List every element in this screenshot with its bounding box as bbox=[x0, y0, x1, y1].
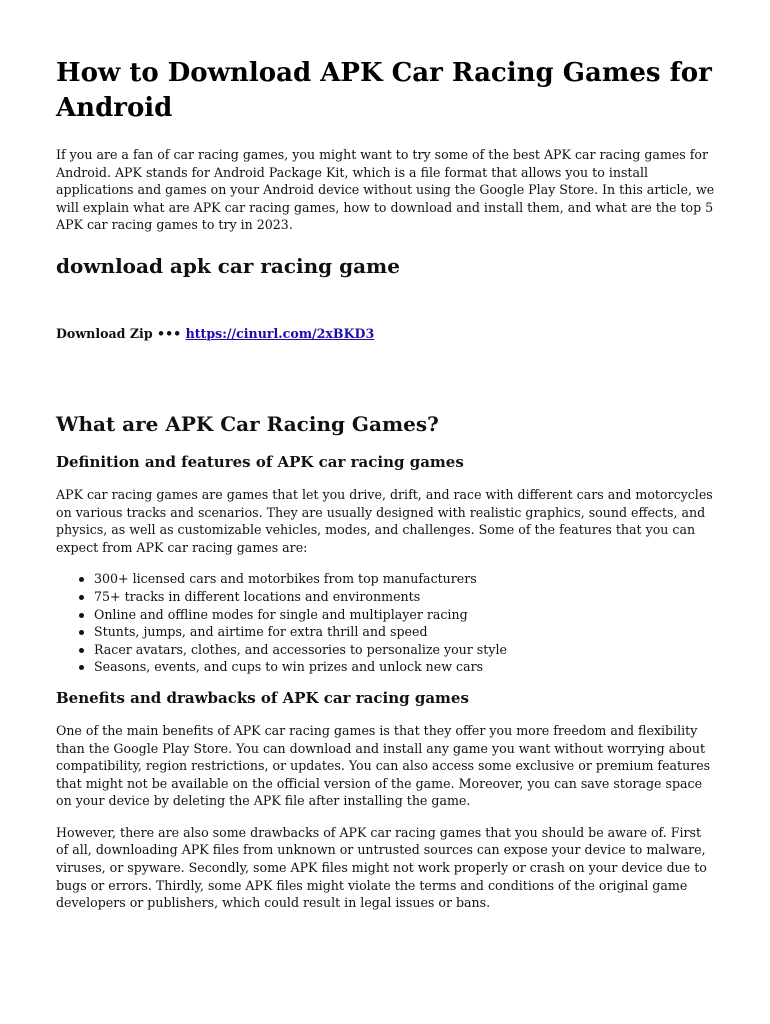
download-label: Download Zip ••• bbox=[56, 325, 182, 341]
list-item: Stunts, jumps, and airtime for extra thrill and speed bbox=[94, 623, 716, 641]
section-heading-what-are: What are APK Car Racing Games? bbox=[56, 411, 439, 436]
list-item: 300+ licensed cars and motorbikes from top manufacturers bbox=[94, 570, 716, 588]
list-item: Online and offline modes for single and multiplayer racing bbox=[94, 606, 716, 624]
keyword-heading: download apk car racing game bbox=[56, 253, 400, 278]
download-link[interactable]: https://cinurl.com/2xBKD3 bbox=[185, 325, 375, 341]
intro-paragraph: If you are a fan of car racing games, you might want to try some of the best APK car racing games for Android. APK stands for Android Package Kit, which is a file format that allows you to install applications and games on your Android device without using the Google Play Store. In this article, we will explain what are APK car racing games, how to download and install them, and what are the top 5 APK car racing games to try in 2023. bbox=[56, 147, 715, 233]
subheading-definition: Definition and features of APK car racing games bbox=[56, 452, 464, 471]
download-line bbox=[56, 325, 716, 342]
list-item: Racer avatars, clothes, and accessories to personalize your style bbox=[94, 641, 716, 659]
document-page bbox=[56, 56, 716, 926]
drawbacks-paragraph: However, there are also some drawbacks of APK car racing games that you should be aware of. First of all, downloading APK files from unknown or untrusted sources can expose your device to malware, viruses, or spyware. Secondly, some APK files might not work properly or crash on your device due to bugs or errors. Thirdly, some APK files might violate the terms and conditions of the original game developers or publishers, which could result in legal issues or bans. bbox=[56, 824, 707, 911]
list-item: 75+ tracks in different locations and environments bbox=[94, 588, 716, 606]
list-item: Seasons, events, and cups to win prizes and unlock new cars bbox=[94, 658, 716, 676]
benefits-paragraph: One of the main benefits of APK car racing games is that they offer you more freedom and flexibility than the Google Play Store. You can download and install any game you want without worrying about compatibility, region restrictions, or updates. You can also access some exclusive or premium features that might not be available on the official version of the game. Moreover, you can save storage space on your device by deleting the APK file after installing the game. bbox=[56, 722, 711, 809]
page-title: How to Download APK Car Racing Games for Android bbox=[56, 58, 712, 123]
subheading-benefits: Benefits and drawbacks of APK car racing games bbox=[56, 688, 469, 707]
features-list bbox=[56, 570, 716, 676]
definition-paragraph: APK car racing games are games that let you drive, drift, and race with different cars and motorcycles on various tracks and scenarios. They are usually designed with realistic graphics, sound effects, and physics, as well as customizable vehicles, modes, and challenges. Some of the features that you can expect from APK car racing games are: bbox=[56, 486, 713, 555]
